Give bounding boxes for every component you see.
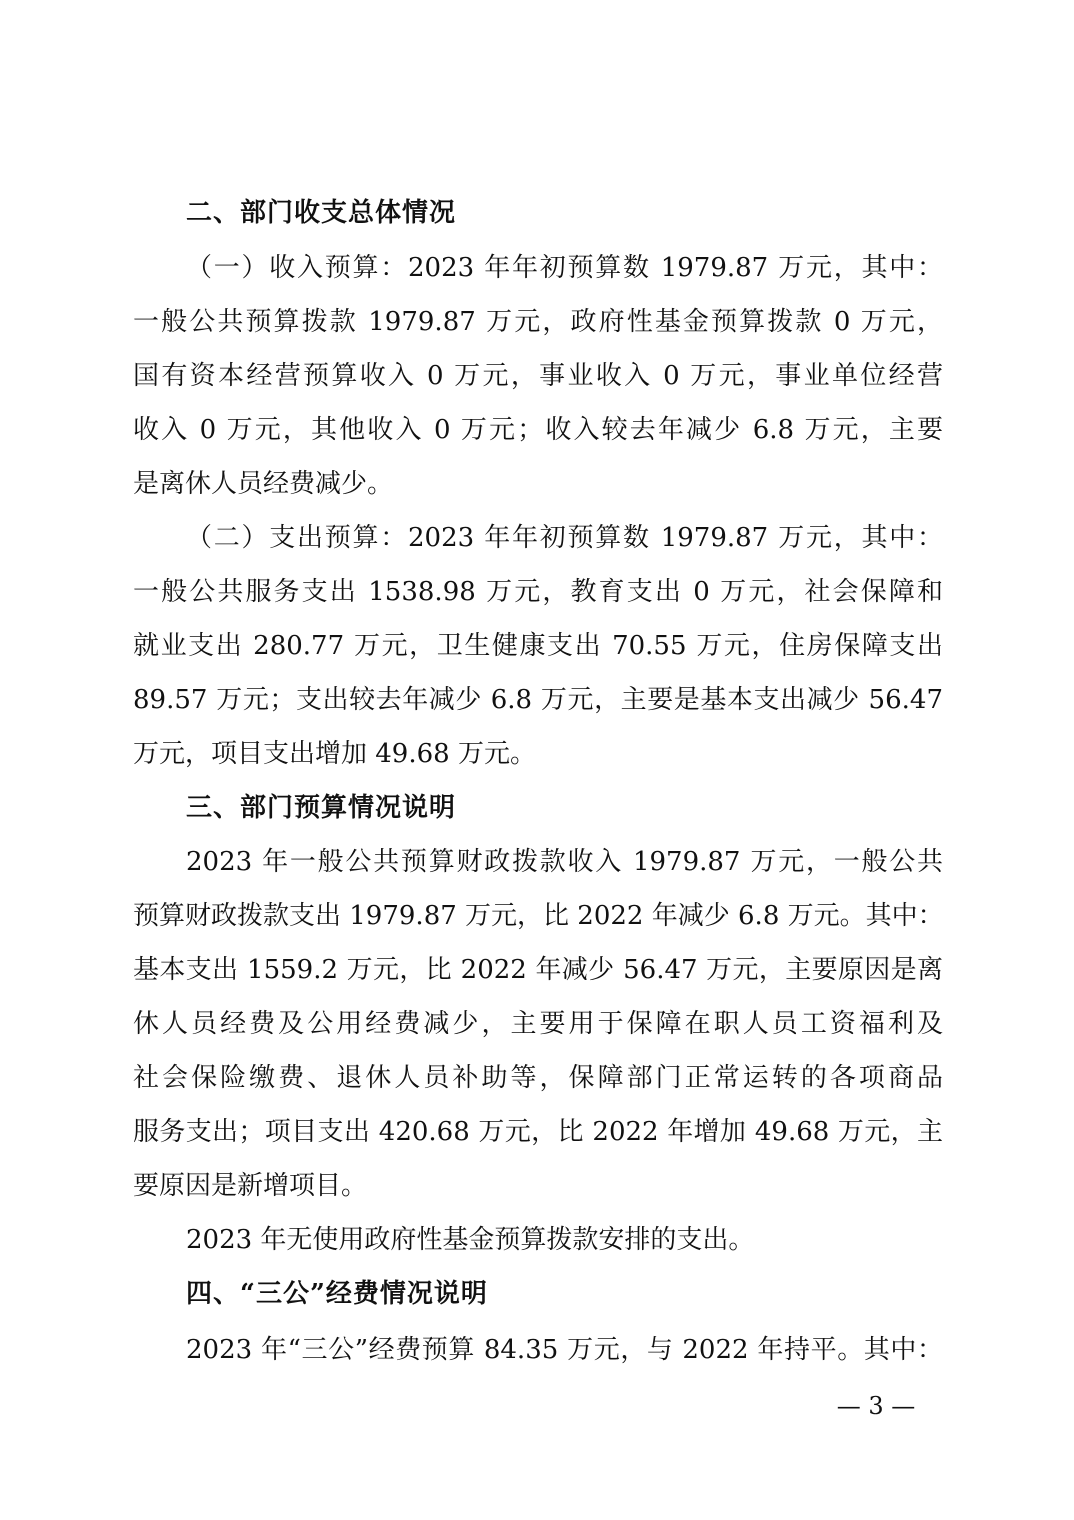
page-number: — 3 — [836,1392,916,1420]
paragraph-line: 基本支出 1559.2 万元，比 2022 年减少 56.47 万元，主要原因是离 [133,955,943,985]
paragraph-line: 是离休人员经费减少。 [133,469,394,499]
paragraph-line: 预算财政拨款支出 1979.87 万元，比 2022 年减少 6.8 万元。其中： [133,901,944,931]
paragraph-line: 一般公共预算拨款 1979.87 万元，政府性基金预算拨款 0 万元， [133,307,943,337]
section-heading-income-expense-overview: 二、部门收支总体情况 [186,198,457,228]
paragraph-line: 万元，项目支出增加 49.68 万元。 [133,739,536,769]
paragraph-line: 89.57 万元；支出较去年减少 6.8 万元，主要是基本支出减少 56.47 [133,685,943,715]
section-heading-budget-explanation: 三、部门预算情况说明 [186,793,457,823]
paragraph-line: 2023 年一般公共预算财政拨款收入 1979.87 万元，一般公共 [186,847,943,877]
paragraph-line: 收入 0 万元，其他收入 0 万元；收入较去年减少 6.8 万元，主要 [133,415,943,445]
paragraph-line: 2023 年无使用政府性基金预算拨款安排的支出。 [186,1225,755,1255]
paragraph-line: 国有资本经营预算收入 0 万元，事业收入 0 万元，事业单位经营 [133,361,943,391]
paragraph-line: 就业支出 280.77 万元，卫生健康支出 70.55 万元，住房保障支出 [133,631,943,661]
paragraph-line: （二）支出预算：2023 年年初预算数 1979.87 万元，其中： [186,523,943,553]
paragraph-line: 2023 年“三公”经费预算 84.35 万元，与 2022 年持平。其中： [186,1335,943,1365]
section-heading-three-public-expenses: 四、“三公”经费情况说明 [186,1279,488,1309]
paragraph-line: 服务支出；项目支出 420.68 万元，比 2022 年增加 49.68 万元，主 [133,1117,943,1147]
paragraph-line: 休人员经费及公用经费减少，主要用于保障在职人员工资福利及 [133,1009,943,1039]
paragraph-line: 社会保险缴费、退休人员补助等，保障部门正常运转的各项商品 [133,1063,943,1093]
paragraph-line: （一）收入预算：2023 年年初预算数 1979.87 万元，其中： [186,253,943,283]
paragraph-line: 要原因是新增项目。 [133,1171,368,1201]
paragraph-line: 一般公共服务支出 1538.98 万元，教育支出 0 万元，社会保障和 [133,577,943,607]
